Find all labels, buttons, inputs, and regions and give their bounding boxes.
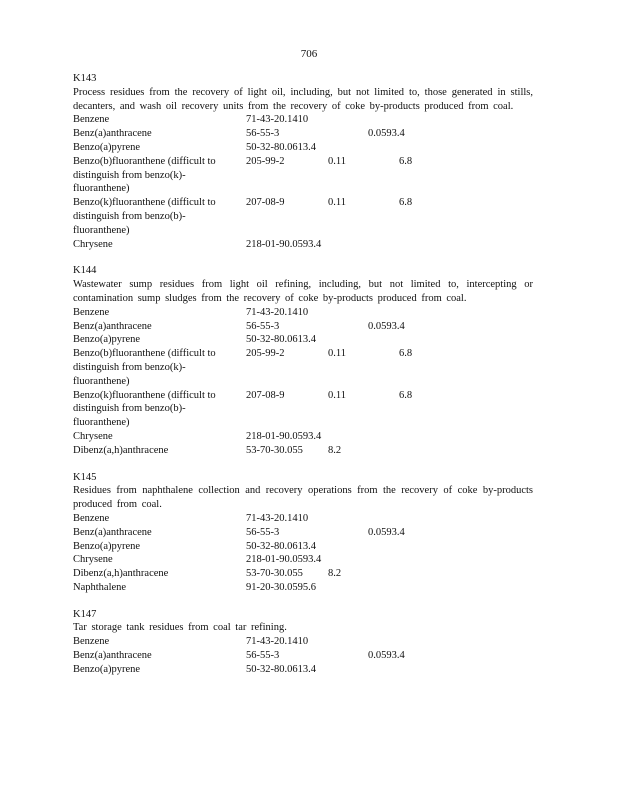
constituent-name: Benz(a)anthracene — [73, 320, 152, 332]
constituent-name: Benz(a)anthracene — [73, 526, 152, 538]
waste-code: K145 — [73, 471, 97, 483]
table-row — [73, 663, 533, 677]
waste-code: K144 — [73, 265, 97, 277]
table-row — [73, 553, 533, 567]
constituent-name: Dibenz(a,h)anthracene — [73, 444, 169, 456]
constituent-name: Benzene — [73, 114, 110, 126]
value-2: 6.8 — [399, 197, 413, 209]
constituent-name: Naphthalene — [73, 581, 127, 593]
value-1: 0.11 — [328, 197, 346, 209]
cas-number: 218-01-90.0593.4 — [246, 238, 322, 250]
cas-number: 56-55-3 — [246, 650, 280, 662]
cas-number: 56-55-3 — [246, 526, 280, 538]
cas-number: 218-01-90.0593.4 — [246, 430, 322, 442]
cas-number: 56-55-3 — [246, 128, 280, 140]
cas-number: 207-08-9 — [246, 389, 285, 401]
constituent-name: Benzo(k)fluoranthene (difficult to distinguish from benzo(b)-fluoranthene) — [73, 197, 216, 236]
cas-number: 53-70-30.055 — [246, 568, 303, 580]
cas-number: 207-08-9 — [246, 197, 285, 209]
cas-number: 53-70-30.055 — [246, 444, 303, 456]
constituent-name: Benzo(b)fluoranthene (difficult to distinguish from benzo(k)-fluoranthene) — [73, 348, 216, 387]
value-1: 0.11 — [328, 348, 346, 360]
constituent-name: Benzo(b)fluoranthene (difficult to distinguish from benzo(k)-fluoranthene) — [73, 155, 216, 195]
constituent-name: Benzo(a)pyrene — [73, 663, 141, 675]
value-1: 0.11 — [328, 389, 346, 401]
waste-code: K143 — [73, 73, 97, 84]
cas-number: 71-43-20.1410 — [246, 636, 309, 648]
table-row — [73, 113, 533, 127]
constituent-name: Benzene — [73, 636, 110, 648]
section-k147 — [73, 608, 533, 677]
value-2: 0.0593.4 — [368, 526, 405, 538]
waste-code: K147 — [73, 608, 97, 620]
cas-number: 71-43-20.1410 — [246, 306, 309, 318]
value-2: 6.8 — [399, 389, 413, 401]
constituent-name: Benz(a)anthracene — [73, 650, 152, 662]
table-row — [73, 567, 533, 581]
table-row — [73, 127, 533, 141]
constituent-name: Benz(a)anthracene — [73, 128, 152, 140]
table-row — [73, 526, 533, 540]
waste-description: Residues from naphthalene collection and recovery operations from the recovery of coke by-products produced from coal. — [73, 485, 533, 511]
constituent-name: Benzene — [73, 512, 110, 524]
constituent-name: Benzene — [73, 306, 110, 318]
value-2: 0.0593.4 — [368, 320, 405, 332]
table-row — [73, 512, 533, 526]
value-1: 8.2 — [328, 444, 342, 456]
constituent-name: Chrysene — [73, 554, 113, 566]
cas-number: 56-55-3 — [246, 320, 280, 332]
table-row — [73, 581, 533, 595]
value-2: 6.8 — [399, 348, 413, 360]
cas-number: 218-01-90.0593.4 — [246, 554, 322, 566]
table-row — [73, 333, 533, 347]
constituent-name: Chrysene — [73, 238, 113, 250]
constituent-name: Chrysene — [73, 430, 113, 442]
constituent-name: Benzo(a)pyrene — [73, 141, 141, 153]
table-row — [73, 196, 533, 237]
page-number: 706 — [300, 48, 318, 60]
constituent-name: Dibenz(a,h)anthracene — [73, 568, 169, 580]
cas-number: 91-20-30.0595.6 — [246, 581, 316, 593]
table-row — [73, 155, 533, 196]
table-row — [73, 389, 533, 430]
cas-number: 50-32-80.0613.4 — [246, 540, 316, 552]
table-row — [73, 141, 533, 155]
table-row — [73, 430, 533, 444]
waste-description: Process residues from the recovery of light oil, including, but not limited to, those generated in stills, decanters, and wash oil recovery units from the recovery of coke by-products produced from coal. — [73, 86, 533, 112]
cas-number: 50-32-80.0613.4 — [246, 663, 316, 675]
value-2: 0.0593.4 — [368, 128, 405, 140]
table-row — [73, 320, 533, 334]
table-row — [73, 347, 533, 388]
table-row — [73, 540, 533, 554]
waste-description: Wastewater sump residues from light oil refining, including, but not limited to, intercepting or contamination sump sludges from the recovery of coke by-products produced from coal. — [73, 279, 533, 304]
table-row — [73, 649, 533, 663]
cas-number: 50-32-80.0613.4 — [246, 141, 316, 153]
section-k144 — [73, 264, 533, 457]
waste-description: Tar storage tank residues from coal tar refining. — [73, 622, 287, 634]
value-1: 8.2 — [328, 568, 342, 580]
cas-number: 50-32-80.0613.4 — [246, 334, 316, 346]
cas-number: 71-43-20.1410 — [246, 114, 309, 126]
table-row — [73, 635, 533, 649]
table-row — [73, 306, 533, 320]
table-row — [73, 238, 533, 252]
value-1: 0.11 — [328, 155, 346, 167]
section-k145 — [73, 471, 533, 595]
constituent-name: Benzo(a)pyrene — [73, 334, 141, 346]
cas-number: 205-99-2 — [246, 155, 285, 167]
value-2: 0.0593.4 — [368, 650, 405, 662]
constituent-name: Benzo(a)pyrene — [73, 540, 141, 552]
section-k143 — [73, 72, 533, 251]
table-row — [73, 444, 533, 458]
cas-number: 71-43-20.1410 — [246, 512, 309, 524]
value-2: 6.8 — [399, 155, 413, 167]
constituent-name: Benzo(k)fluoranthene (difficult to distinguish from benzo(b)-fluoranthene) — [73, 389, 216, 429]
cas-number: 205-99-2 — [246, 348, 285, 360]
document-body — [73, 72, 533, 690]
